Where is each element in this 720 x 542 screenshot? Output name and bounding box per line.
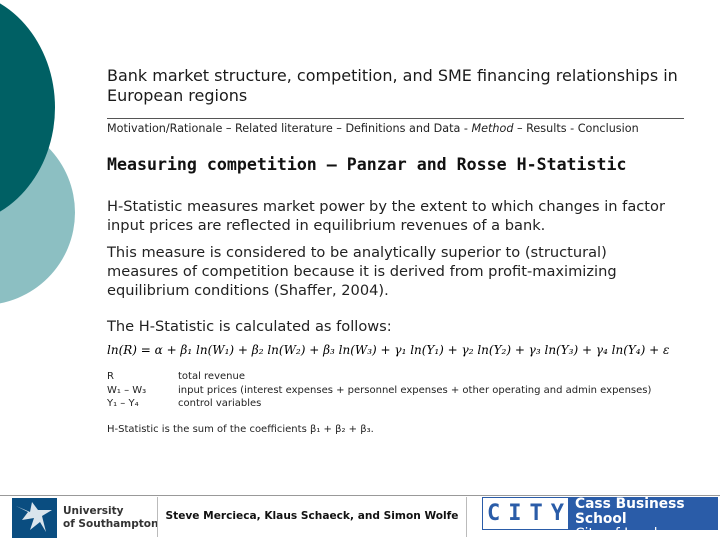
- breadcrumb-current: Method: [471, 122, 514, 135]
- paragraph-definition: H-Statistic measures market power by the extent to which changes in factor input prices are reflected in equilibrium revenues of a bank.: [107, 198, 665, 234]
- title-divider: [107, 118, 684, 119]
- authors: Steve Mercieca, Klaus Schaeck, and Simon Wolfe: [165, 510, 459, 522]
- h-statistic-formula: ln(R) = α + β₁ ln(W₁) + β₂ ln(W₂) + β₃ ln(W₃) + γ₁ ln(Y₁) + γ₂ ln(Y₂) + γ₃ ln(Y₃) + γ₄ ln(Y₄) + ε: [107, 343, 670, 357]
- breadcrumb-before: Motivation/Rationale – Related literature – Definitions and Data -: [107, 122, 472, 135]
- southampton-line1: University: [63, 505, 124, 517]
- southampton-crest-icon: [12, 498, 57, 538]
- breadcrumb-after: – Results - Conclusion: [513, 122, 639, 135]
- variable-definition: input prices (interest expenses + personnel expenses + other operating and admin expenses): [178, 384, 652, 396]
- city-letter: C: [487, 501, 501, 526]
- h-statistic-note: H-Statistic is the sum of the coefficients β₁ + β₂ + β₃.: [107, 424, 374, 435]
- variable-definition: control variables: [178, 398, 262, 409]
- paragraph-superiority: This measure is considered to be analytically superior to (structural) measures of competition because it is derived from profit-maximizing equilibrium conditions (Shaffer, 2004).: [107, 244, 617, 299]
- variable-symbol: R: [107, 371, 114, 382]
- slide-title: Bank market structure, competition, and SME financing relationships in European regions: [107, 66, 678, 105]
- city-letter: T: [529, 501, 543, 526]
- paragraph-calculation-intro: The H-Statistic is calculated as follows:: [107, 318, 392, 335]
- city-wordmark: [482, 497, 569, 530]
- variable-symbol: Y₁ – Y₄: [107, 398, 139, 409]
- southampton-wordmark: [63, 505, 158, 531]
- variable-symbol: W₁ – W₃: [107, 384, 147, 396]
- southampton-logo: [12, 497, 158, 539]
- section-breadcrumb: [107, 122, 639, 135]
- cass-business-school-text: [569, 496, 718, 542]
- cass-logo: [482, 496, 718, 542]
- cass-line2: City of London: [575, 526, 675, 542]
- variable-definition: total revenue: [178, 371, 245, 382]
- section-heading: Measuring competition – Panzar and Rosse H-Statistic: [107, 155, 627, 174]
- cass-line1: Cass Business School: [575, 496, 685, 527]
- city-letter: Y: [550, 501, 564, 526]
- southampton-line2: of Southampton: [63, 518, 159, 530]
- city-letter: I: [508, 501, 522, 526]
- authors-box: [157, 497, 467, 537]
